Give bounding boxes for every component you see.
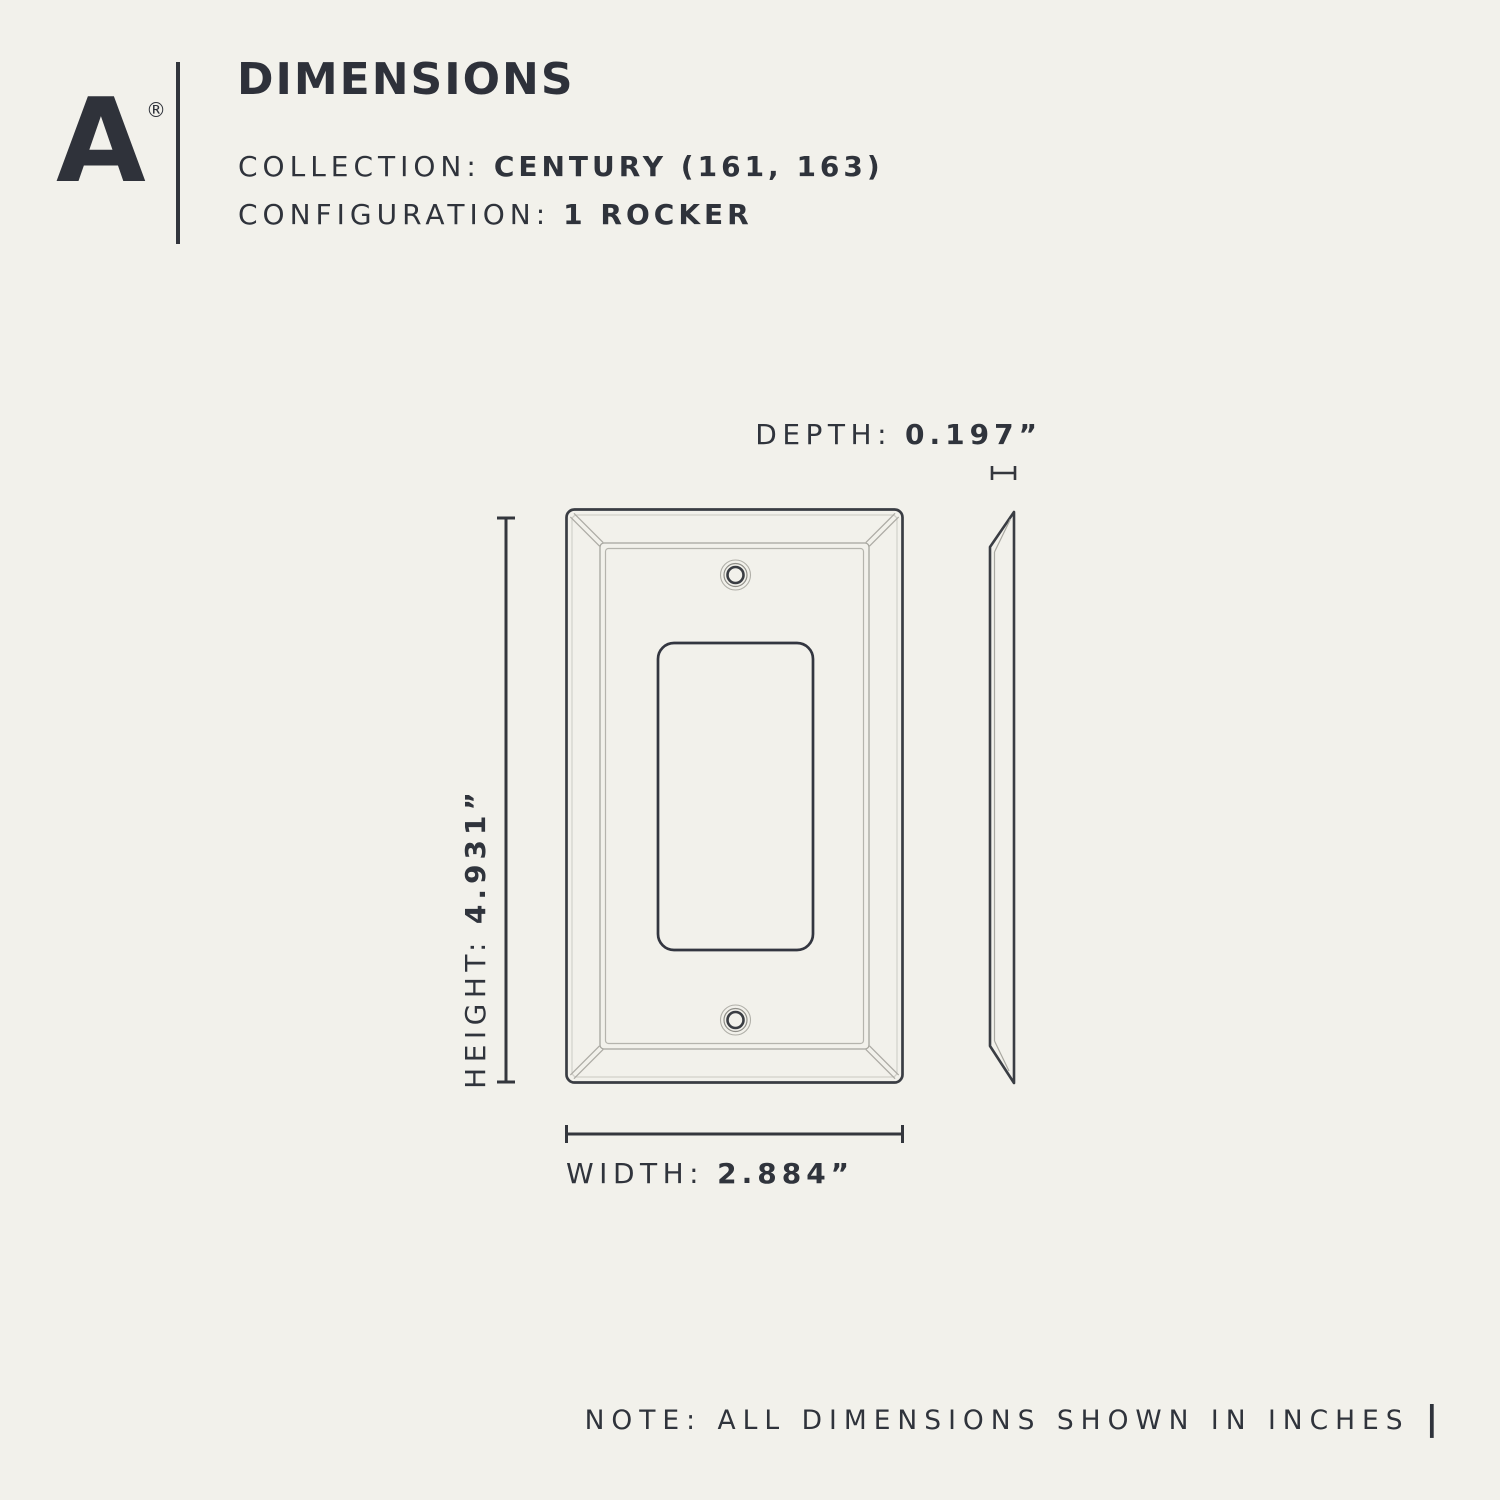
depth-dimension-label <box>755 418 1042 451</box>
width-label: WIDTH: <box>566 1157 705 1190</box>
brand-logo: A <box>56 74 144 209</box>
side-profile-inner-lines <box>995 519 1011 1071</box>
side-view-drawing <box>990 512 1014 1083</box>
side-profile-outline <box>990 512 1014 1083</box>
height-label: HEIGHT: <box>459 937 492 1089</box>
width-value: 2.884” <box>717 1157 855 1190</box>
plate-edge-highlight <box>572 515 897 1077</box>
height-dimension-line <box>497 518 515 1082</box>
collection-row <box>238 150 884 183</box>
header-divider <box>176 62 180 244</box>
height-dimension-label <box>459 787 492 1089</box>
corner-miter-lines <box>571 514 899 1079</box>
height-value: 4.931” <box>459 787 492 925</box>
note-end-bar-icon: | <box>1425 1399 1438 1439</box>
depth-label: DEPTH: <box>755 418 893 451</box>
collection-value: CENTURY (161, 163) <box>493 150 884 183</box>
page-title: DIMENSIONS <box>237 54 575 105</box>
rocker-opening <box>658 643 813 950</box>
depth-value: 0.197” <box>905 418 1042 451</box>
configuration-row <box>238 198 753 231</box>
screw-hole-top <box>721 560 751 590</box>
footer-note <box>584 1399 1438 1439</box>
screw-hole-bottom <box>721 1005 751 1035</box>
configuration-label: CONFIGURATION: <box>238 198 551 231</box>
plate-bevel-outer <box>600 543 869 1049</box>
plate-bevel-inner <box>606 549 864 1044</box>
front-view-drawing <box>567 510 903 1083</box>
note-text: NOTE: ALL DIMENSIONS SHOWN IN INCHES <box>584 1404 1410 1436</box>
configuration-value: 1 ROCKER <box>563 198 753 231</box>
collection-label: COLLECTION: <box>238 150 481 183</box>
width-dimension-line <box>567 1125 903 1143</box>
registered-trademark-icon: ® <box>146 98 166 122</box>
plate-outline <box>567 510 903 1083</box>
width-dimension-label <box>566 1157 855 1190</box>
depth-dimension-line <box>992 466 1015 480</box>
